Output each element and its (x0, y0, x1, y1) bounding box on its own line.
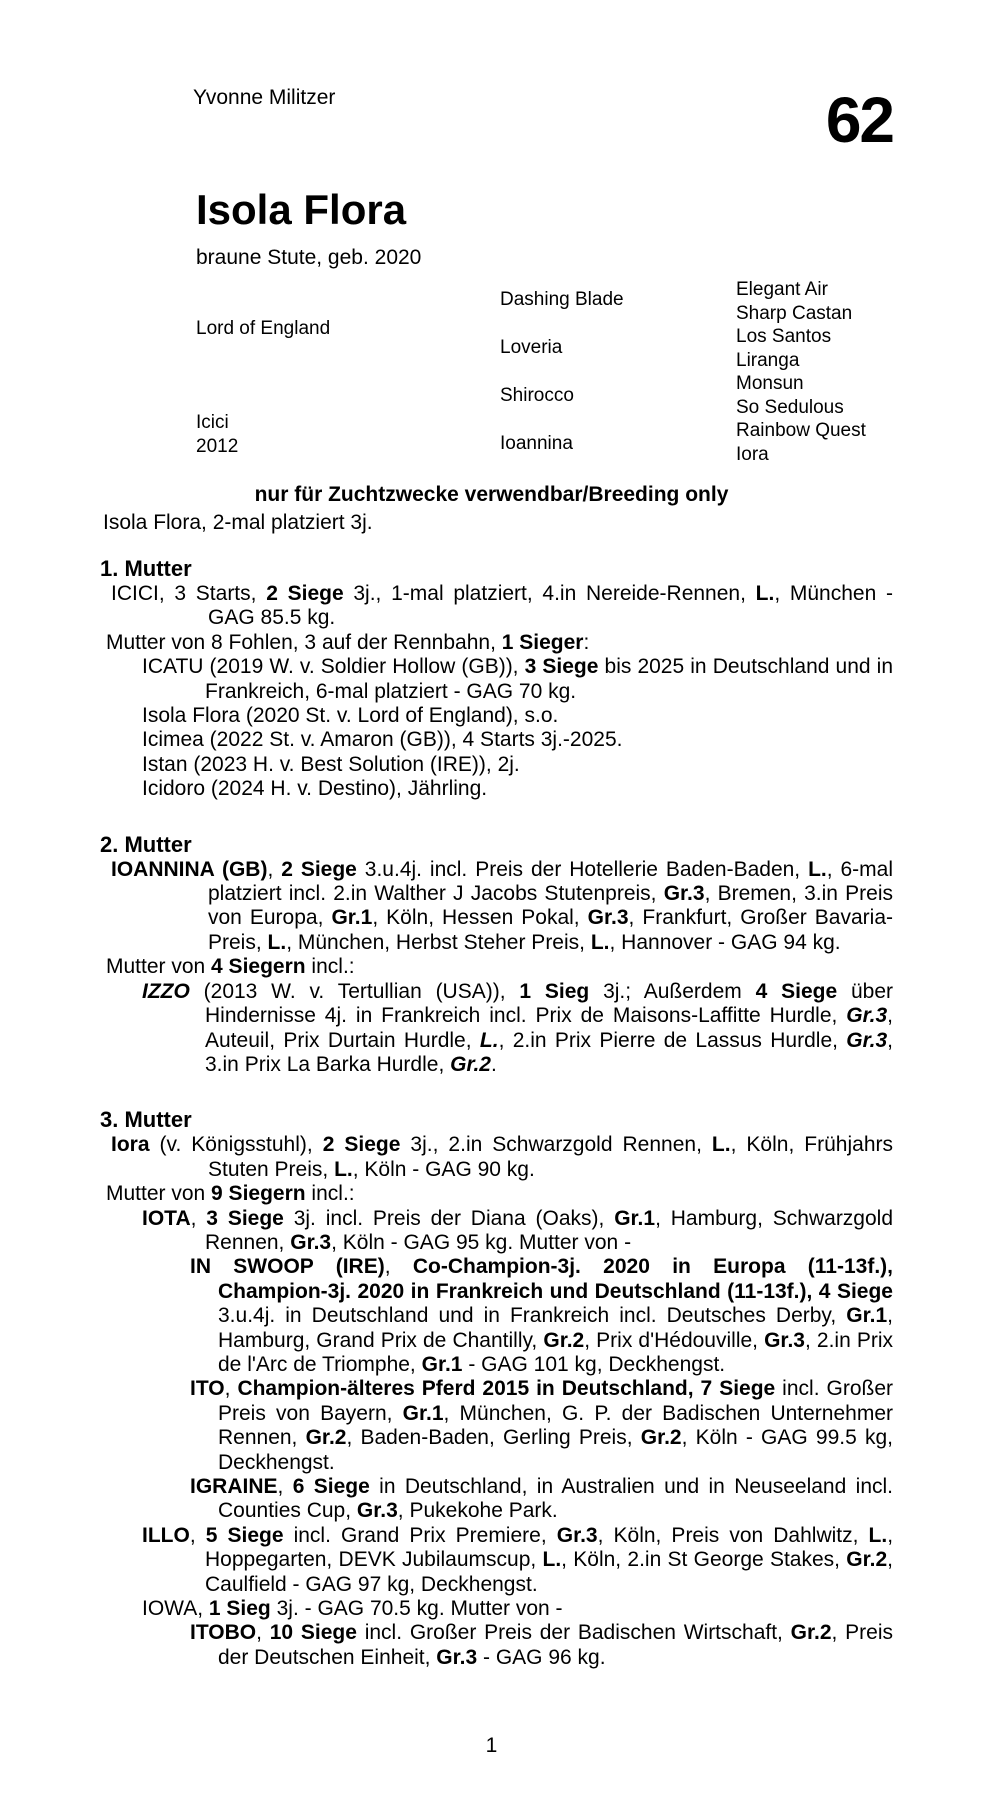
text-run: IOTA (142, 1206, 191, 1230)
text-run: . (490, 1052, 497, 1076)
text-run: (2013 W. v. Tertullian (USA)), (189, 979, 520, 1003)
text-run: , (190, 1206, 207, 1230)
text-run: Co-Champion-3j. 2020 in Europa (11-13f.), Champion-3j. 2020 in Frankreich und Deutschland (11-13f.), 4 Siege (218, 1255, 893, 1303)
text-run: , München, Herbst Steher Preis, (286, 930, 591, 954)
text-run: , Hoppegarten, DEVK Jubilaumscup, (205, 1523, 894, 1572)
text-run: ICATU (2019 W. v. Soldier Hollow (GB)), (142, 655, 525, 679)
text-run: ITO (190, 1377, 225, 1401)
pedigree-gen3-entry: Rainbow Quest (736, 420, 866, 441)
text-run: - GAG 96 kg. (477, 1645, 606, 1669)
text-run: L. (542, 1548, 562, 1572)
text-run: incl. Großer Preis der Badischen Wirtschaft, (356, 1621, 791, 1645)
text-run: bis 2025 in Deutschland und in Frankreich, 6-mal platziert - GAG 70 kg. (205, 655, 893, 703)
text-run: , München - GAG 85.5 kg. (208, 582, 893, 630)
text-run: 1 Sieg (519, 979, 590, 1003)
text-run: 3j. - GAG 70.5 kg. Mutter von - (270, 1597, 563, 1621)
text-run: Gr.1 (402, 1401, 444, 1425)
pedigree-paragraph (142, 752, 893, 777)
pedigree-paragraph (142, 704, 893, 728)
pedigree-paragraph (190, 1475, 893, 1524)
page-number: 1 (485, 1734, 498, 1757)
text-run: , Hamburg, Schwarzgold Rennen, (205, 1206, 894, 1254)
text-run: Gr.2 (543, 1328, 585, 1352)
text-run: Gr.2 (450, 1052, 491, 1076)
text-run: Mutter von (106, 1182, 212, 1206)
text-run: 6 Siege (292, 1475, 370, 1498)
text-run: Gr.3 (764, 1328, 805, 1352)
text-run: L. (334, 1157, 353, 1181)
pedigree-dam-name: Icici (196, 412, 229, 433)
text-run: , (267, 857, 282, 881)
text-run: Mutter von (106, 955, 212, 979)
text-run: Gr.3 (290, 1230, 332, 1254)
dam-section (0, 832, 993, 1078)
dam-section (0, 1107, 993, 1670)
text-run: 2 Siege (266, 582, 344, 605)
pedigree-gen3-entry: Iora (736, 443, 769, 465)
pedigree-paragraph (142, 728, 893, 752)
pedigree-gen3-entry: Monsun (736, 373, 804, 394)
text-run: , Köln, Preis von Dahlwitz, (597, 1523, 869, 1547)
pedigree-paragraph (106, 955, 893, 979)
text-run: 3j., 1-mal platziert, 4.in Nereide-Rennen, (343, 582, 756, 605)
pedigree-gen2-entry: Ioannina (500, 433, 573, 454)
text-run: 3j., 2.in Schwarzgold Rennen, (400, 1133, 712, 1157)
text-run: ICICI, 3 Starts, (111, 582, 267, 605)
text-run: L. (711, 1133, 731, 1157)
text-run: ITOBO (190, 1621, 257, 1645)
text-run: 4 Siege (755, 979, 838, 1003)
text-run: - GAG 101 kg, Deckhengst. (462, 1352, 726, 1376)
text-run: L. (590, 930, 610, 954)
text-run: Gr.2 (790, 1621, 832, 1645)
text-run: 2 Siege (281, 857, 357, 881)
text-run: 1 Sieg (208, 1597, 271, 1621)
text-run: 5 Siege (205, 1523, 284, 1547)
text-run: , (384, 1255, 413, 1279)
text-run: ILLO (142, 1523, 190, 1547)
text-run: Gr.3 (356, 1499, 398, 1523)
pedigree-dam-year: 2012 (196, 435, 239, 457)
text-run: Gr.3 (587, 906, 629, 930)
text-run: , Köln - GAG 99.5 kg, Deckhengst. (218, 1426, 893, 1474)
text-run: Gr.1 (614, 1206, 656, 1230)
section-heading: 2. Mutter (100, 831, 192, 857)
pedigree-gen2-entry: Loveria (500, 337, 563, 358)
text-run: Gr.1 (421, 1352, 463, 1376)
pedigree-dam (196, 411, 238, 458)
text-run: : (583, 630, 590, 654)
text-run: , Bremen, 3.in Preis von Europa, (208, 882, 894, 930)
text-run: , (224, 1377, 238, 1401)
text-run: , Hamburg, Grand Prix de Chantilly, (218, 1304, 893, 1352)
text-run: IOANNINA (GB) (111, 857, 268, 881)
text-run: , Köln - GAG 90 kg. (352, 1157, 535, 1181)
text-run: , Caulfield - GAG 97 kg, Deckhengst. (205, 1548, 893, 1596)
pedigree-paragraph (142, 1597, 893, 1621)
pedigree-paragraph (142, 655, 893, 704)
pedigree-paragraph (142, 777, 893, 801)
text-run: Iora (111, 1133, 150, 1157)
consignor-name: Yvonne Militzer (193, 86, 336, 109)
text-run: , 6-mal platziert incl. 2.in Walther J Jacobs Stutenpreis, (208, 857, 894, 906)
text-run: L. (755, 582, 775, 605)
text-run: incl. Grand Prix Premiere, (283, 1523, 557, 1547)
text-run: Gr.2 (846, 1548, 888, 1572)
text-run: in Deutschland, in Australien und in Neuseeland incl. Counties Cup, (218, 1475, 893, 1523)
text-run: IGRAINE (190, 1475, 278, 1498)
pedigree-paragraph (190, 1255, 894, 1377)
text-run: Gr.3 (556, 1523, 598, 1547)
dam-section (0, 556, 993, 802)
text-run: Gr.2 (305, 1426, 347, 1450)
text-run: Mutter von 8 Fohlen, 3 auf der Rennbahn, (106, 630, 502, 654)
text-run: Icidoro (2024 H. v. Destino), Jährling. (142, 777, 488, 801)
pedigree-sire: Lord of England (196, 318, 331, 339)
text-run: , Preis der Deutschen Einheit, (218, 1621, 894, 1669)
text-run: 3 Siege (206, 1206, 284, 1230)
pedigree-paragraph (142, 1523, 894, 1597)
text-run: , Auteuil, Prix Durtain Hurdle, (205, 1004, 893, 1052)
text-run: , Frankfurt, Großer Bavaria-Preis, (208, 906, 893, 954)
text-run: incl.: (305, 1182, 355, 1206)
text-run: , 2.in Prix Pierre de Lassus Hurdle, (498, 1028, 847, 1052)
text-run: L. (868, 1523, 888, 1547)
text-run: incl. Großer Preis von Bayern, (218, 1377, 893, 1425)
text-run: , (256, 1621, 270, 1645)
text-run: , Prix d'Hédouville, (584, 1328, 765, 1352)
pedigree-gen2-entry: Shirocco (500, 385, 574, 406)
pedigree-gen3-entry: Liranga (736, 349, 800, 371)
pedigree-paragraph (190, 1621, 894, 1670)
text-run: , München, G. P. der Badischen Unternehmer Rennen, (218, 1401, 893, 1450)
text-run: IN SWOOP (IRE) (190, 1255, 385, 1279)
pedigree-paragraph (111, 1133, 893, 1182)
pedigree-gen2-entry: Dashing Blade (500, 289, 624, 310)
text-run: L. (479, 1028, 499, 1052)
text-run: Gr.1 (846, 1304, 888, 1328)
pedigree-paragraph (111, 582, 893, 631)
text-run: Gr.3 (436, 1645, 478, 1669)
pedigree-gen3-entry: Los Santos (736, 326, 832, 347)
text-run: 2 Siege (322, 1133, 401, 1157)
text-run: incl.: (305, 955, 355, 979)
text-run: , Hannover - GAG 94 kg. (609, 930, 841, 954)
pedigree-text-body (0, 556, 993, 1670)
text-run: , Baden-Baden, Gerling Preis, (346, 1426, 641, 1450)
breeding-only-notice: nur für Zuchtzwecke verwendbar/Breeding only (254, 483, 729, 506)
text-run: 3.u.4j. in Deutschland und in Frankreich incl. Deutsches Derby, (218, 1304, 847, 1328)
text-run: IOWA, (142, 1597, 209, 1621)
text-run: , Köln, 2.in St George Stakes, (561, 1548, 847, 1572)
pedigree-paragraph (106, 631, 893, 655)
text-run: L. (267, 930, 287, 954)
pedigree-gen3-entry: Elegant Air (736, 279, 828, 300)
pedigree-paragraph (142, 1206, 894, 1256)
text-run: Icimea (2022 St. v. Amaron (GB)), 4 Starts 3j.-2025. (142, 728, 623, 752)
text-run: 3.u.4j. incl. Preis der Hotellerie Baden-Baden, (356, 857, 809, 881)
text-run: IZZO (142, 979, 190, 1003)
lot-number: 62 (825, 84, 893, 156)
section-heading: 1. Mutter (100, 556, 192, 581)
text-run: 1 Sieger (501, 630, 584, 654)
text-run: 3 Siege (524, 655, 599, 679)
text-run: 9 Siegern (211, 1182, 306, 1206)
pedigree-gen3-entry: Sharp Castan (736, 302, 853, 324)
text-run: Gr.3 (846, 1028, 888, 1052)
text-run: 3j. incl. Preis der Diana (Oaks), (283, 1206, 615, 1230)
text-run: L. (808, 857, 827, 881)
text-run: (v. Königsstuhl), (149, 1133, 323, 1157)
text-run: Champion-älteres Pferd 2015 in Deutschland, 7 Siege (237, 1377, 776, 1401)
text-run: , 3.in Prix La Barka Hurdle, (205, 1028, 893, 1076)
text-run: Gr.3 (663, 882, 705, 906)
text-run: 3j.; Außerdem (589, 979, 756, 1003)
horse-name-title: Isola Flora (196, 186, 407, 233)
pedigree-paragraph (190, 1377, 893, 1475)
text-run: , (277, 1475, 293, 1498)
text-run: , 2.in Prix de l'Arc de Triomphe, (218, 1328, 894, 1376)
text-run: über Hindernisse 4j. in Frankreich incl. Prix de Maisons-Laffitte Hurdle, (205, 979, 893, 1028)
text-run: , Pukekohe Park. (397, 1499, 558, 1523)
text-run: Istan (2023 H. v. Best Solution (IRE)), 2j. (142, 752, 520, 776)
text-run: , Köln, Frühjahrs Stuten Preis, (208, 1133, 893, 1181)
horse-description: braune Stute, geb. 2020 (196, 246, 422, 269)
text-run: , Köln - GAG 95 kg. Mutter von - (331, 1230, 632, 1254)
text-run: Isola Flora (2020 St. v. Lord of England), s.o. (142, 704, 559, 728)
text-run: Gr.1 (331, 906, 373, 930)
pedigree-paragraph (142, 979, 893, 1078)
text-run: 4 Siegern (211, 955, 306, 979)
pedigree-paragraph (106, 1182, 893, 1206)
horse-race-record: Isola Flora, 2-mal platziert 3j. (103, 511, 373, 534)
pedigree-gen3-entry: So Sedulous (736, 396, 844, 418)
section-heading: 3. Mutter (100, 1107, 192, 1133)
text-run: Gr.2 (640, 1426, 682, 1450)
pedigree-paragraph (111, 857, 894, 956)
text-run: Gr.3 (846, 1004, 888, 1028)
text-run: , (189, 1523, 206, 1547)
pedigree-generation-3 (736, 278, 866, 466)
text-run: 10 Siege (269, 1621, 357, 1645)
text-run: , Köln, Hessen Pokal, (372, 906, 588, 930)
